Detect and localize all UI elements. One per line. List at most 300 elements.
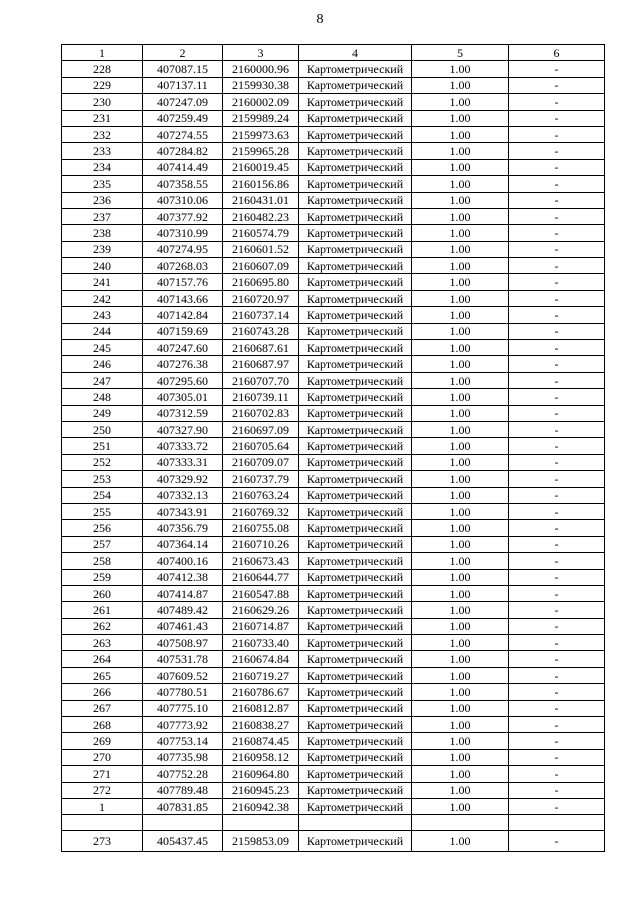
column-header-y: 3: [223, 45, 299, 61]
point-number-cell: 235: [62, 176, 143, 192]
point-number-cell: 232: [62, 126, 143, 142]
accuracy-cell: 1.00: [412, 553, 509, 569]
point-number-cell: 249: [62, 405, 143, 421]
table-row: [62, 258, 605, 274]
y-coordinate-cell: 2160702.83: [223, 405, 299, 421]
point-number-cell: 264: [62, 651, 143, 667]
accuracy-cell: 1.00: [412, 274, 509, 290]
method-cell: Картометрический: [299, 487, 412, 503]
x-coordinate-cell: 407609.52: [143, 667, 223, 683]
accuracy-cell: 1.00: [412, 585, 509, 601]
y-coordinate-cell: 2159965.28: [223, 143, 299, 159]
accuracy-cell: 1.00: [412, 667, 509, 683]
method-cell: Картометрический: [299, 290, 412, 306]
accuracy-cell: 1.00: [412, 798, 509, 814]
table-row: [62, 241, 605, 257]
y-coordinate-cell: 2160719.27: [223, 667, 299, 683]
description-cell: -: [509, 700, 605, 716]
description-cell: -: [509, 536, 605, 552]
accuracy-cell: 1.00: [412, 143, 509, 159]
table-row: [62, 77, 605, 93]
accuracy-cell: 1.00: [412, 77, 509, 93]
accuracy-cell: 1.00: [412, 733, 509, 749]
x-coordinate-cell: 407377.92: [143, 208, 223, 224]
column-header-method: 4: [299, 45, 412, 61]
method-cell: Картометрический: [299, 340, 412, 356]
method-cell: Картометрический: [299, 749, 412, 765]
point-number-cell: 253: [62, 471, 143, 487]
description-cell: -: [509, 258, 605, 274]
method-cell: Картометрический: [299, 94, 412, 110]
table-row: [62, 372, 605, 388]
point-number-cell: 236: [62, 192, 143, 208]
description-cell: -: [509, 717, 605, 733]
point-number-cell: 252: [62, 454, 143, 470]
y-coordinate-cell: 2160737.14: [223, 307, 299, 323]
description-cell: -: [509, 569, 605, 585]
x-coordinate-cell: 407276.38: [143, 356, 223, 372]
y-coordinate-cell: 2160482.23: [223, 208, 299, 224]
accuracy-cell: 1.00: [412, 258, 509, 274]
point-number-cell: 260: [62, 585, 143, 601]
x-coordinate-cell: 407159.69: [143, 323, 223, 339]
method-cell: Картометрический: [299, 717, 412, 733]
table-row: [62, 307, 605, 323]
table-row: [62, 340, 605, 356]
method-cell: Картометрический: [299, 471, 412, 487]
x-coordinate-cell: 407831.85: [143, 798, 223, 814]
table-row: [62, 192, 605, 208]
accuracy-cell: 1.00: [412, 520, 509, 536]
description-cell: -: [509, 618, 605, 634]
point-number-cell: 240: [62, 258, 143, 274]
table-row: [62, 471, 605, 487]
table-row: [62, 225, 605, 241]
y-coordinate-cell: 2160673.43: [223, 553, 299, 569]
point-number-cell: 262: [62, 618, 143, 634]
description-cell: -: [509, 667, 605, 683]
y-coordinate-cell: 2160874.45: [223, 733, 299, 749]
accuracy-cell: 1.00: [412, 487, 509, 503]
accuracy-cell: 1.00: [412, 717, 509, 733]
y-coordinate-cell: 2160156.86: [223, 176, 299, 192]
x-coordinate-cell: 407356.79: [143, 520, 223, 536]
method-cell: Картометрический: [299, 192, 412, 208]
y-coordinate-cell: 2160739.11: [223, 389, 299, 405]
method-cell: Картометрический: [299, 782, 412, 798]
method-cell: Картометрический: [299, 159, 412, 175]
empty-cell: [62, 815, 143, 831]
table-row: [62, 356, 605, 372]
x-coordinate-cell: 407137.11: [143, 77, 223, 93]
point-number-cell: 231: [62, 110, 143, 126]
x-coordinate-cell: 407531.78: [143, 651, 223, 667]
y-coordinate-cell: 2159930.38: [223, 77, 299, 93]
method-cell: Картометрический: [299, 77, 412, 93]
method-cell: Картометрический: [299, 61, 412, 77]
x-coordinate-cell: 407414.49: [143, 159, 223, 175]
x-coordinate-cell: 407310.06: [143, 192, 223, 208]
x-coordinate-cell: 407412.38: [143, 569, 223, 585]
description-cell: -: [509, 241, 605, 257]
method-cell: Картометрический: [299, 667, 412, 683]
y-coordinate-cell: 2160687.97: [223, 356, 299, 372]
description-cell: -: [509, 340, 605, 356]
y-coordinate-cell: 2160547.88: [223, 585, 299, 601]
x-coordinate-cell: 407268.03: [143, 258, 223, 274]
table-header-row: [62, 45, 605, 61]
description-cell: -: [509, 372, 605, 388]
x-coordinate-cell: 407364.14: [143, 536, 223, 552]
point-number-cell: 238: [62, 225, 143, 241]
point-number-cell: 245: [62, 340, 143, 356]
y-coordinate-cell: 2160763.24: [223, 487, 299, 503]
y-coordinate-cell: 2160709.07: [223, 454, 299, 470]
y-coordinate-cell: 2160786.67: [223, 684, 299, 700]
empty-cell: [143, 815, 223, 831]
accuracy-cell: 1.00: [412, 635, 509, 651]
table-spacer-row: [62, 815, 605, 831]
method-cell: Картометрический: [299, 323, 412, 339]
table-row: [62, 159, 605, 175]
table-row: [62, 405, 605, 421]
y-coordinate-cell: 2160812.87: [223, 700, 299, 716]
accuracy-cell: 1.00: [412, 471, 509, 487]
method-cell: Картометрический: [299, 438, 412, 454]
accuracy-cell: 1.00: [412, 684, 509, 700]
accuracy-cell: 1.00: [412, 307, 509, 323]
point-number-cell: 263: [62, 635, 143, 651]
x-coordinate-cell: 407775.10: [143, 700, 223, 716]
point-number-cell: 261: [62, 602, 143, 618]
method-cell: Картометрический: [299, 405, 412, 421]
table-row: [62, 208, 605, 224]
description-cell: -: [509, 635, 605, 651]
accuracy-cell: 1.00: [412, 323, 509, 339]
point-number-cell: 241: [62, 274, 143, 290]
y-coordinate-cell: 2160707.70: [223, 372, 299, 388]
method-cell: Картометрический: [299, 258, 412, 274]
description-cell: -: [509, 421, 605, 437]
empty-cell: [509, 815, 605, 831]
x-coordinate-cell: 407461.43: [143, 618, 223, 634]
description-cell: -: [509, 110, 605, 126]
table-row: [62, 520, 605, 536]
y-coordinate-cell: 2160958.12: [223, 749, 299, 765]
y-coordinate-cell: 2160607.09: [223, 258, 299, 274]
description-cell: -: [509, 471, 605, 487]
x-coordinate-cell: 407333.72: [143, 438, 223, 454]
point-number-cell: 255: [62, 503, 143, 519]
method-cell: Картометрический: [299, 307, 412, 323]
y-coordinate-cell: 2159989.24: [223, 110, 299, 126]
x-coordinate-cell: 407284.82: [143, 143, 223, 159]
accuracy-cell: 1.00: [412, 782, 509, 798]
x-coordinate-cell: 407274.95: [143, 241, 223, 257]
y-coordinate-cell: 2160019.45: [223, 159, 299, 175]
x-coordinate-cell: 407753.14: [143, 733, 223, 749]
table-row: [62, 733, 605, 749]
description-cell: -: [509, 77, 605, 93]
table-row: [62, 667, 605, 683]
accuracy-cell: 1.00: [412, 176, 509, 192]
method-cell: Картометрический: [299, 208, 412, 224]
x-coordinate-cell: 407332.13: [143, 487, 223, 503]
y-coordinate-cell: 2160674.84: [223, 651, 299, 667]
x-coordinate-cell: 407329.92: [143, 471, 223, 487]
y-coordinate-cell: 2160714.87: [223, 618, 299, 634]
y-coordinate-cell: 2160942.38: [223, 798, 299, 814]
point-number-cell: 248: [62, 389, 143, 405]
accuracy-cell: 1.00: [412, 61, 509, 77]
point-number-cell: 230: [62, 94, 143, 110]
point-number-cell: 239: [62, 241, 143, 257]
column-header-description: 6: [509, 45, 605, 61]
description-cell: -: [509, 94, 605, 110]
table-row: [62, 569, 605, 585]
accuracy-cell: 1.00: [412, 569, 509, 585]
table-row: [62, 602, 605, 618]
method-cell: Картометрический: [299, 684, 412, 700]
x-coordinate-cell: 407489.42: [143, 602, 223, 618]
accuracy-cell: 1.00: [412, 110, 509, 126]
method-cell: Картометрический: [299, 733, 412, 749]
point-number-cell: 228: [62, 61, 143, 77]
method-cell: Картометрический: [299, 766, 412, 782]
point-number-cell: 273: [62, 831, 143, 852]
y-coordinate-cell: 2160964.80: [223, 766, 299, 782]
point-number-cell: 254: [62, 487, 143, 503]
column-header-accuracy: 5: [412, 45, 509, 61]
table-row: [62, 766, 605, 782]
x-coordinate-cell: 407333.31: [143, 454, 223, 470]
description-cell: -: [509, 798, 605, 814]
method-cell: Картометрический: [299, 569, 412, 585]
accuracy-cell: 1.00: [412, 356, 509, 372]
description-cell: -: [509, 192, 605, 208]
method-cell: Картометрический: [299, 536, 412, 552]
table-row: [62, 503, 605, 519]
point-number-cell: 267: [62, 700, 143, 716]
table-row: [62, 700, 605, 716]
method-cell: Картометрический: [299, 520, 412, 536]
y-coordinate-cell: 2160695.80: [223, 274, 299, 290]
method-cell: Картометрический: [299, 553, 412, 569]
table-row: [62, 110, 605, 126]
point-number-cell: 1: [62, 798, 143, 814]
x-coordinate-cell: 407305.01: [143, 389, 223, 405]
accuracy-cell: 1.00: [412, 225, 509, 241]
accuracy-cell: 1.00: [412, 340, 509, 356]
y-coordinate-cell: 2160431.01: [223, 192, 299, 208]
description-cell: -: [509, 602, 605, 618]
accuracy-cell: 1.00: [412, 749, 509, 765]
description-cell: -: [509, 831, 605, 852]
x-coordinate-cell: 407327.90: [143, 421, 223, 437]
x-coordinate-cell: 407752.28: [143, 766, 223, 782]
method-cell: Картометрический: [299, 110, 412, 126]
table-row: [62, 421, 605, 437]
point-number-cell: 250: [62, 421, 143, 437]
x-coordinate-cell: 407312.59: [143, 405, 223, 421]
table-row: [62, 454, 605, 470]
description-cell: -: [509, 651, 605, 667]
y-coordinate-cell: 2160769.32: [223, 503, 299, 519]
x-coordinate-cell: 407508.97: [143, 635, 223, 651]
accuracy-cell: 1.00: [412, 192, 509, 208]
description-cell: -: [509, 356, 605, 372]
y-coordinate-cell: 2160705.64: [223, 438, 299, 454]
coordinates-table-body: [62, 45, 605, 852]
table-row: [62, 94, 605, 110]
y-coordinate-cell: 2160710.26: [223, 536, 299, 552]
description-cell: -: [509, 143, 605, 159]
x-coordinate-cell: 407274.55: [143, 126, 223, 142]
accuracy-cell: 1.00: [412, 700, 509, 716]
y-coordinate-cell: 2160629.26: [223, 602, 299, 618]
x-coordinate-cell: 407259.49: [143, 110, 223, 126]
method-cell: Картометрический: [299, 225, 412, 241]
description-cell: -: [509, 290, 605, 306]
accuracy-cell: 1.00: [412, 94, 509, 110]
description-cell: -: [509, 503, 605, 519]
point-number-cell: 243: [62, 307, 143, 323]
accuracy-cell: 1.00: [412, 159, 509, 175]
method-cell: Картометрический: [299, 241, 412, 257]
table-row: [62, 438, 605, 454]
description-cell: -: [509, 585, 605, 601]
table-row: [62, 176, 605, 192]
table-row: [62, 487, 605, 503]
table-row: [62, 798, 605, 814]
y-coordinate-cell: 2160755.08: [223, 520, 299, 536]
y-coordinate-cell: 2160737.79: [223, 471, 299, 487]
point-number-cell: 233: [62, 143, 143, 159]
x-coordinate-cell: 407087.15: [143, 61, 223, 77]
y-coordinate-cell: 2160601.52: [223, 241, 299, 257]
description-cell: -: [509, 405, 605, 421]
x-coordinate-cell: 407310.99: [143, 225, 223, 241]
accuracy-cell: 1.00: [412, 389, 509, 405]
x-coordinate-cell: 407143.66: [143, 290, 223, 306]
method-cell: Картометрический: [299, 503, 412, 519]
description-cell: -: [509, 307, 605, 323]
y-coordinate-cell: 2160838.27: [223, 717, 299, 733]
table-row: [62, 290, 605, 306]
point-number-cell: 268: [62, 717, 143, 733]
empty-cell: [299, 815, 412, 831]
description-cell: -: [509, 684, 605, 700]
method-cell: Картометрический: [299, 602, 412, 618]
empty-cell: [412, 815, 509, 831]
column-header-x: 2: [143, 45, 223, 61]
accuracy-cell: 1.00: [412, 208, 509, 224]
table-row: [62, 635, 605, 651]
point-number-cell: 272: [62, 782, 143, 798]
point-number-cell: 234: [62, 159, 143, 175]
table-row: [62, 389, 605, 405]
accuracy-cell: 1.00: [412, 618, 509, 634]
point-number-cell: 258: [62, 553, 143, 569]
x-coordinate-cell: 407142.84: [143, 307, 223, 323]
point-number-cell: 247: [62, 372, 143, 388]
accuracy-cell: 1.00: [412, 438, 509, 454]
x-coordinate-cell: 407157.76: [143, 274, 223, 290]
method-cell: Картометрический: [299, 421, 412, 437]
description-cell: -: [509, 61, 605, 77]
point-number-cell: 265: [62, 667, 143, 683]
table-row: [62, 143, 605, 159]
method-cell: Картометрический: [299, 635, 412, 651]
point-number-cell: 251: [62, 438, 143, 454]
x-coordinate-cell: 407789.48: [143, 782, 223, 798]
accuracy-cell: 1.00: [412, 454, 509, 470]
point-number-cell: 246: [62, 356, 143, 372]
x-coordinate-cell: 407247.60: [143, 340, 223, 356]
accuracy-cell: 1.00: [412, 766, 509, 782]
method-cell: Картометрический: [299, 585, 412, 601]
x-coordinate-cell: 407358.55: [143, 176, 223, 192]
method-cell: Картометрический: [299, 274, 412, 290]
point-number-cell: 266: [62, 684, 143, 700]
point-number-cell: 256: [62, 520, 143, 536]
accuracy-cell: 1.00: [412, 372, 509, 388]
method-cell: Картометрический: [299, 126, 412, 142]
x-coordinate-cell: 407773.92: [143, 717, 223, 733]
table-row: [62, 651, 605, 667]
accuracy-cell: 1.00: [412, 503, 509, 519]
y-coordinate-cell: 2160733.40: [223, 635, 299, 651]
point-number-cell: 229: [62, 77, 143, 93]
accuracy-cell: 1.00: [412, 602, 509, 618]
table-row: [62, 323, 605, 339]
method-cell: Картометрический: [299, 356, 412, 372]
description-cell: -: [509, 766, 605, 782]
description-cell: -: [509, 733, 605, 749]
accuracy-cell: 1.00: [412, 536, 509, 552]
description-cell: -: [509, 208, 605, 224]
point-number-cell: 270: [62, 749, 143, 765]
x-coordinate-cell: 407414.87: [143, 585, 223, 601]
accuracy-cell: 1.00: [412, 421, 509, 437]
description-cell: -: [509, 487, 605, 503]
y-coordinate-cell: 2160743.28: [223, 323, 299, 339]
description-cell: -: [509, 389, 605, 405]
point-number-cell: 244: [62, 323, 143, 339]
y-coordinate-cell: 2160574.79: [223, 225, 299, 241]
point-number-cell: 237: [62, 208, 143, 224]
description-cell: -: [509, 520, 605, 536]
table-row: [62, 831, 605, 852]
x-coordinate-cell: 407247.09: [143, 94, 223, 110]
point-number-cell: 269: [62, 733, 143, 749]
y-coordinate-cell: 2160720.97: [223, 290, 299, 306]
table-row: [62, 274, 605, 290]
x-coordinate-cell: 407735.98: [143, 749, 223, 765]
table-row: [62, 61, 605, 77]
page-number: 8: [316, 12, 324, 27]
point-number-cell: 257: [62, 536, 143, 552]
empty-cell: [223, 815, 299, 831]
description-cell: -: [509, 126, 605, 142]
table-row: [62, 585, 605, 601]
method-cell: Картометрический: [299, 618, 412, 634]
y-coordinate-cell: 2160945.23: [223, 782, 299, 798]
y-coordinate-cell: 2160644.77: [223, 569, 299, 585]
x-coordinate-cell: 407343.91: [143, 503, 223, 519]
method-cell: Картометрический: [299, 651, 412, 667]
point-number-cell: 242: [62, 290, 143, 306]
